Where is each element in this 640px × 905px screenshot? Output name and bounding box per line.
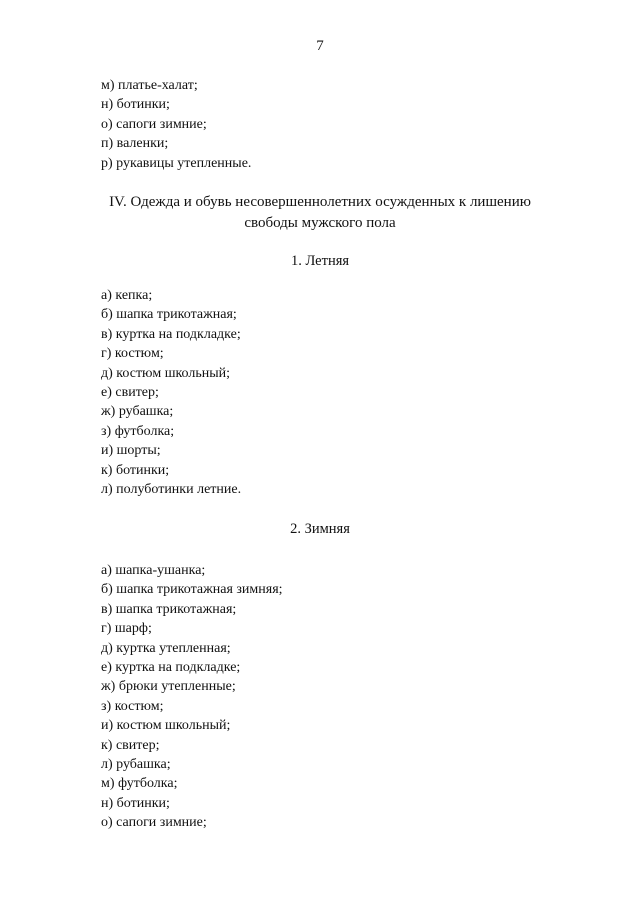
list-item: д) куртка утепленная; bbox=[101, 640, 231, 656]
list-item: г) шарф; bbox=[101, 621, 152, 637]
list-item: и) шорты; bbox=[101, 443, 161, 459]
summer-heading: 1. Летняя bbox=[290, 253, 350, 269]
list-item: е) куртка на подкладке; bbox=[101, 659, 241, 675]
list-item: л) рубашка; bbox=[101, 756, 171, 772]
list-item: б) шапка трикотажная зимняя; bbox=[101, 582, 283, 598]
list-item: ж) брюки утепленные; bbox=[101, 679, 236, 695]
list-item: н) ботинки; bbox=[101, 97, 170, 113]
list-item: а) кепка; bbox=[101, 288, 153, 303]
list-item: р) рукавицы утепленные. bbox=[101, 155, 252, 171]
list-item: з) костюм; bbox=[101, 698, 164, 714]
list-item: о) сапоги зимние; bbox=[101, 815, 207, 831]
list-item: а) шапка-ушанка; bbox=[101, 563, 206, 578]
list-item: ж) рубашка; bbox=[101, 404, 174, 420]
list-item: о) сапоги зимние; bbox=[101, 116, 207, 132]
list-item: л) полуботинки летние. bbox=[101, 481, 242, 497]
list-item: м) футболка; bbox=[101, 776, 178, 792]
summer-clothing-list bbox=[101, 286, 241, 499]
winter-heading: 2. Зимняя bbox=[290, 521, 350, 537]
list-item: з) футболка; bbox=[101, 423, 175, 439]
section-heading bbox=[0, 192, 640, 234]
section-heading-line-1: IV. Одежда и обувь несовершеннолетних осужденных к лишению bbox=[109, 194, 531, 210]
list-item: в) куртка на подкладке; bbox=[101, 326, 241, 342]
section-heading-line-2: свободы мужского пола bbox=[244, 215, 396, 231]
list-item: е) свитер; bbox=[101, 384, 159, 400]
list-item: м) платье-халат; bbox=[101, 78, 198, 93]
continued-clothing-list bbox=[101, 76, 251, 173]
list-item: в) шапка трикотажная; bbox=[101, 601, 237, 617]
list-item: и) костюм школьный; bbox=[101, 718, 231, 734]
list-item: б) шапка трикотажная; bbox=[101, 307, 237, 323]
list-item: н) ботинки; bbox=[101, 795, 170, 811]
list-item: к) свитер; bbox=[101, 737, 160, 753]
list-item: г) костюм; bbox=[101, 346, 164, 362]
list-item: п) валенки; bbox=[101, 136, 169, 152]
list-item: к) ботинки; bbox=[101, 462, 170, 478]
winter-clothing-list bbox=[101, 561, 283, 832]
page-number: 7 bbox=[316, 38, 324, 54]
list-item: д) костюм школьный; bbox=[101, 365, 231, 381]
